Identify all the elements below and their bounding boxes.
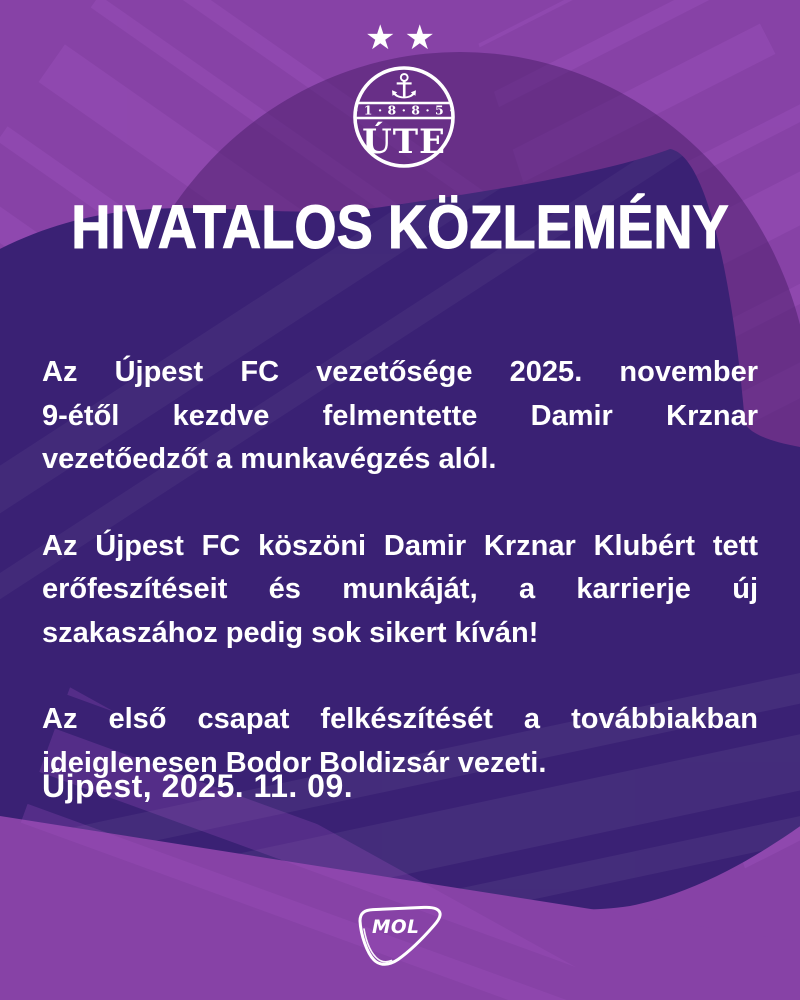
body-line: vezetőedzőt a munkavégzés alól.	[42, 443, 497, 475]
mol-sponsor-logo	[353, 904, 443, 968]
club-crest	[344, 57, 464, 177]
body-line: Az első csapat felkészítését a továbbiakban	[42, 703, 758, 735]
announcement-body	[42, 351, 758, 828]
crest-initials: ÚTE	[362, 122, 446, 162]
paragraph	[42, 351, 758, 482]
body-line: 9-étől kezdve felmentette Damir Krznar	[42, 399, 758, 432]
crest-year-band: · 1 · 8 · 8 · 5 ·	[354, 102, 454, 118]
body-line: Az Újpest FC vezetősége 2025. november	[42, 356, 758, 388]
page-title: HIVATALOS KÖZLEMÉNY	[71, 193, 729, 261]
star-icon: ★	[404, 19, 435, 57]
body-line: erőfeszítéseit és munkáját, a karrierje új	[42, 573, 758, 605]
body-line: Az Újpest FC köszöni Damir Krznar Klubért tett	[42, 529, 758, 562]
body-line: szakaszához pedig sok sikert kíván!	[42, 616, 539, 649]
body-line: ideiglenesen Bodor Boldizsár vezeti.	[42, 746, 547, 779]
date-line: Újpest, 2025. 11. 09.	[42, 768, 354, 804]
mol-logo-text: MOL	[372, 917, 420, 938]
championship-stars	[0, 21, 800, 55]
paragraph	[42, 525, 758, 656]
anchor-icon: ⚓	[388, 67, 420, 107]
star-icon: ★	[365, 19, 396, 57]
